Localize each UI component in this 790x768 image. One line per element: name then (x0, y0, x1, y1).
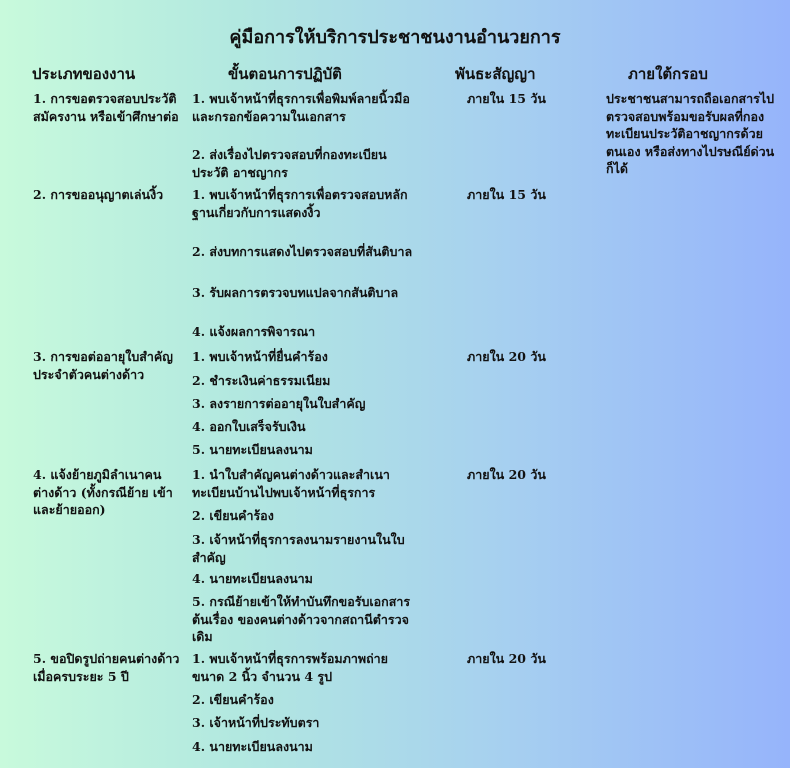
framework-note: ประชาชนสามารถถือเอกสารไปตรวจสอบพร้อมขอรับผลที่กองทะเบียนประวัติอาชญากรด้วยตนเอง หรือส่งทางไปรษณีย์ด่วนก็ได้ (606, 91, 775, 176)
row-2-commitment: ภายใน 15 วัน (467, 187, 546, 202)
row-1-step-2: 2. ส่งเรื่องไปตรวจสอบที่กองทะเบียนประวัติ อาชญากร (192, 147, 387, 180)
row-2-step-3: 3. รับผลการตรวจบทแปลจากสันติบาล (192, 285, 399, 300)
header-commitment: พันธะสัญญา (455, 65, 536, 83)
row-4-work-type: 4. แจ้งย้ายภูมิลำเนาคนต่างด้าว (ทั้งกรณีย้าย เข้าและย้ายออก) (33, 467, 173, 517)
row-2-work-type: 2. การขออนุญาตเล่นงิ้ว (33, 187, 164, 202)
row-4-step-2: 2. เขียนคำร้อง (192, 508, 274, 523)
row-4-step-1: 1. นำใบสำคัญคนต่างด้าวและสำเนาทะเบียนบ้านไปพบเจ้าหน้าที่ธุรการ (192, 467, 390, 500)
row-5-work-type: 5. ขอปิดรูปถ่ายคนต่างด้าว เมื่อครบระยะ 5 ปี (33, 651, 180, 684)
row-3-step-1: 1. พบเจ้าหน้าที่ยื่นคำร้อง (192, 349, 328, 364)
row-3-step-4: 4. ออกใบเสร็จรับเงิน (192, 419, 306, 434)
row-5-step-4: 4. นายทะเบียนลงนาม (192, 739, 313, 754)
row-3-step-2: 2. ชำระเงินค่าธรรมเนียม (192, 373, 331, 388)
row-1-step-1: 1. พบเจ้าหน้าที่ธุรการเพื่อพิมพ์ลายนิ้วมือ และกรอกข้อความในเอกสาร (192, 91, 410, 124)
row-4-step-5: 5. กรณีย้ายเข้าให้ทำบันทึกขอรับเอกสารต้นเรื่อง ของคนต่างด้าวจากสถานีตำรวจเดิม (192, 594, 411, 644)
row-5-step-1: 1. พบเจ้าหน้าที่ธุรการพร้อมภาพถ่ายขนาด 2 นิ้ว จำนวน 4 รูป (192, 651, 388, 684)
row-2-step-4: 4. แจ้งผลการพิจารณา (192, 324, 316, 339)
row-1-work-type: 1. การขอตรวจสอบประวัติสมัครงาน หรือเข้าศึกษาต่อ (33, 91, 179, 124)
header-work-type: ประเภทของงาน (32, 65, 136, 83)
row-2-step-2: 2. ส่งบทการแสดงไปตรวจสอบที่สันติบาล (192, 244, 413, 259)
row-3-step-3: 3. ลงรายการต่ออายุในใบสำคัญ (192, 396, 366, 411)
header-procedure: ขั้นตอนการปฏิบัติ (228, 65, 342, 83)
row-3-work-type: 3. การขอต่ออายุใบสำคัญประจำตัวคนต่างด้าว (33, 349, 173, 382)
row-4-commitment: ภายใน 20 วัน (467, 467, 546, 482)
row-5-commitment: ภายใน 20 วัน (467, 651, 546, 666)
row-5-step-2: 2. เขียนคำร้อง (192, 692, 274, 707)
row-4-step-3: 3. เจ้าหน้าที่ธุรการลงนามรายงานในใบสำคัญ (192, 532, 405, 565)
row-1-commitment: ภายใน 15 วัน (467, 91, 546, 106)
row-2-step-1: 1. พบเจ้าหน้าที่ธุรการเพื่อตรวจสอบหลักฐานเกี่ยวกับการแสดงงิ้ว (192, 187, 408, 220)
page-title: คู่มือการให้บริการประชาชนงานอำนวยการ (229, 27, 561, 48)
row-3-commitment: ภายใน 20 วัน (467, 349, 546, 364)
row-5-step-3: 3. เจ้าหน้าที่ประทับตรา (192, 715, 320, 730)
header-framework: ภายใต้กรอบ (628, 65, 708, 83)
row-3-step-5: 5. นายทะเบียนลงนาม (192, 442, 313, 457)
row-4-step-4: 4. นายทะเบียนลงนาม (192, 571, 313, 586)
